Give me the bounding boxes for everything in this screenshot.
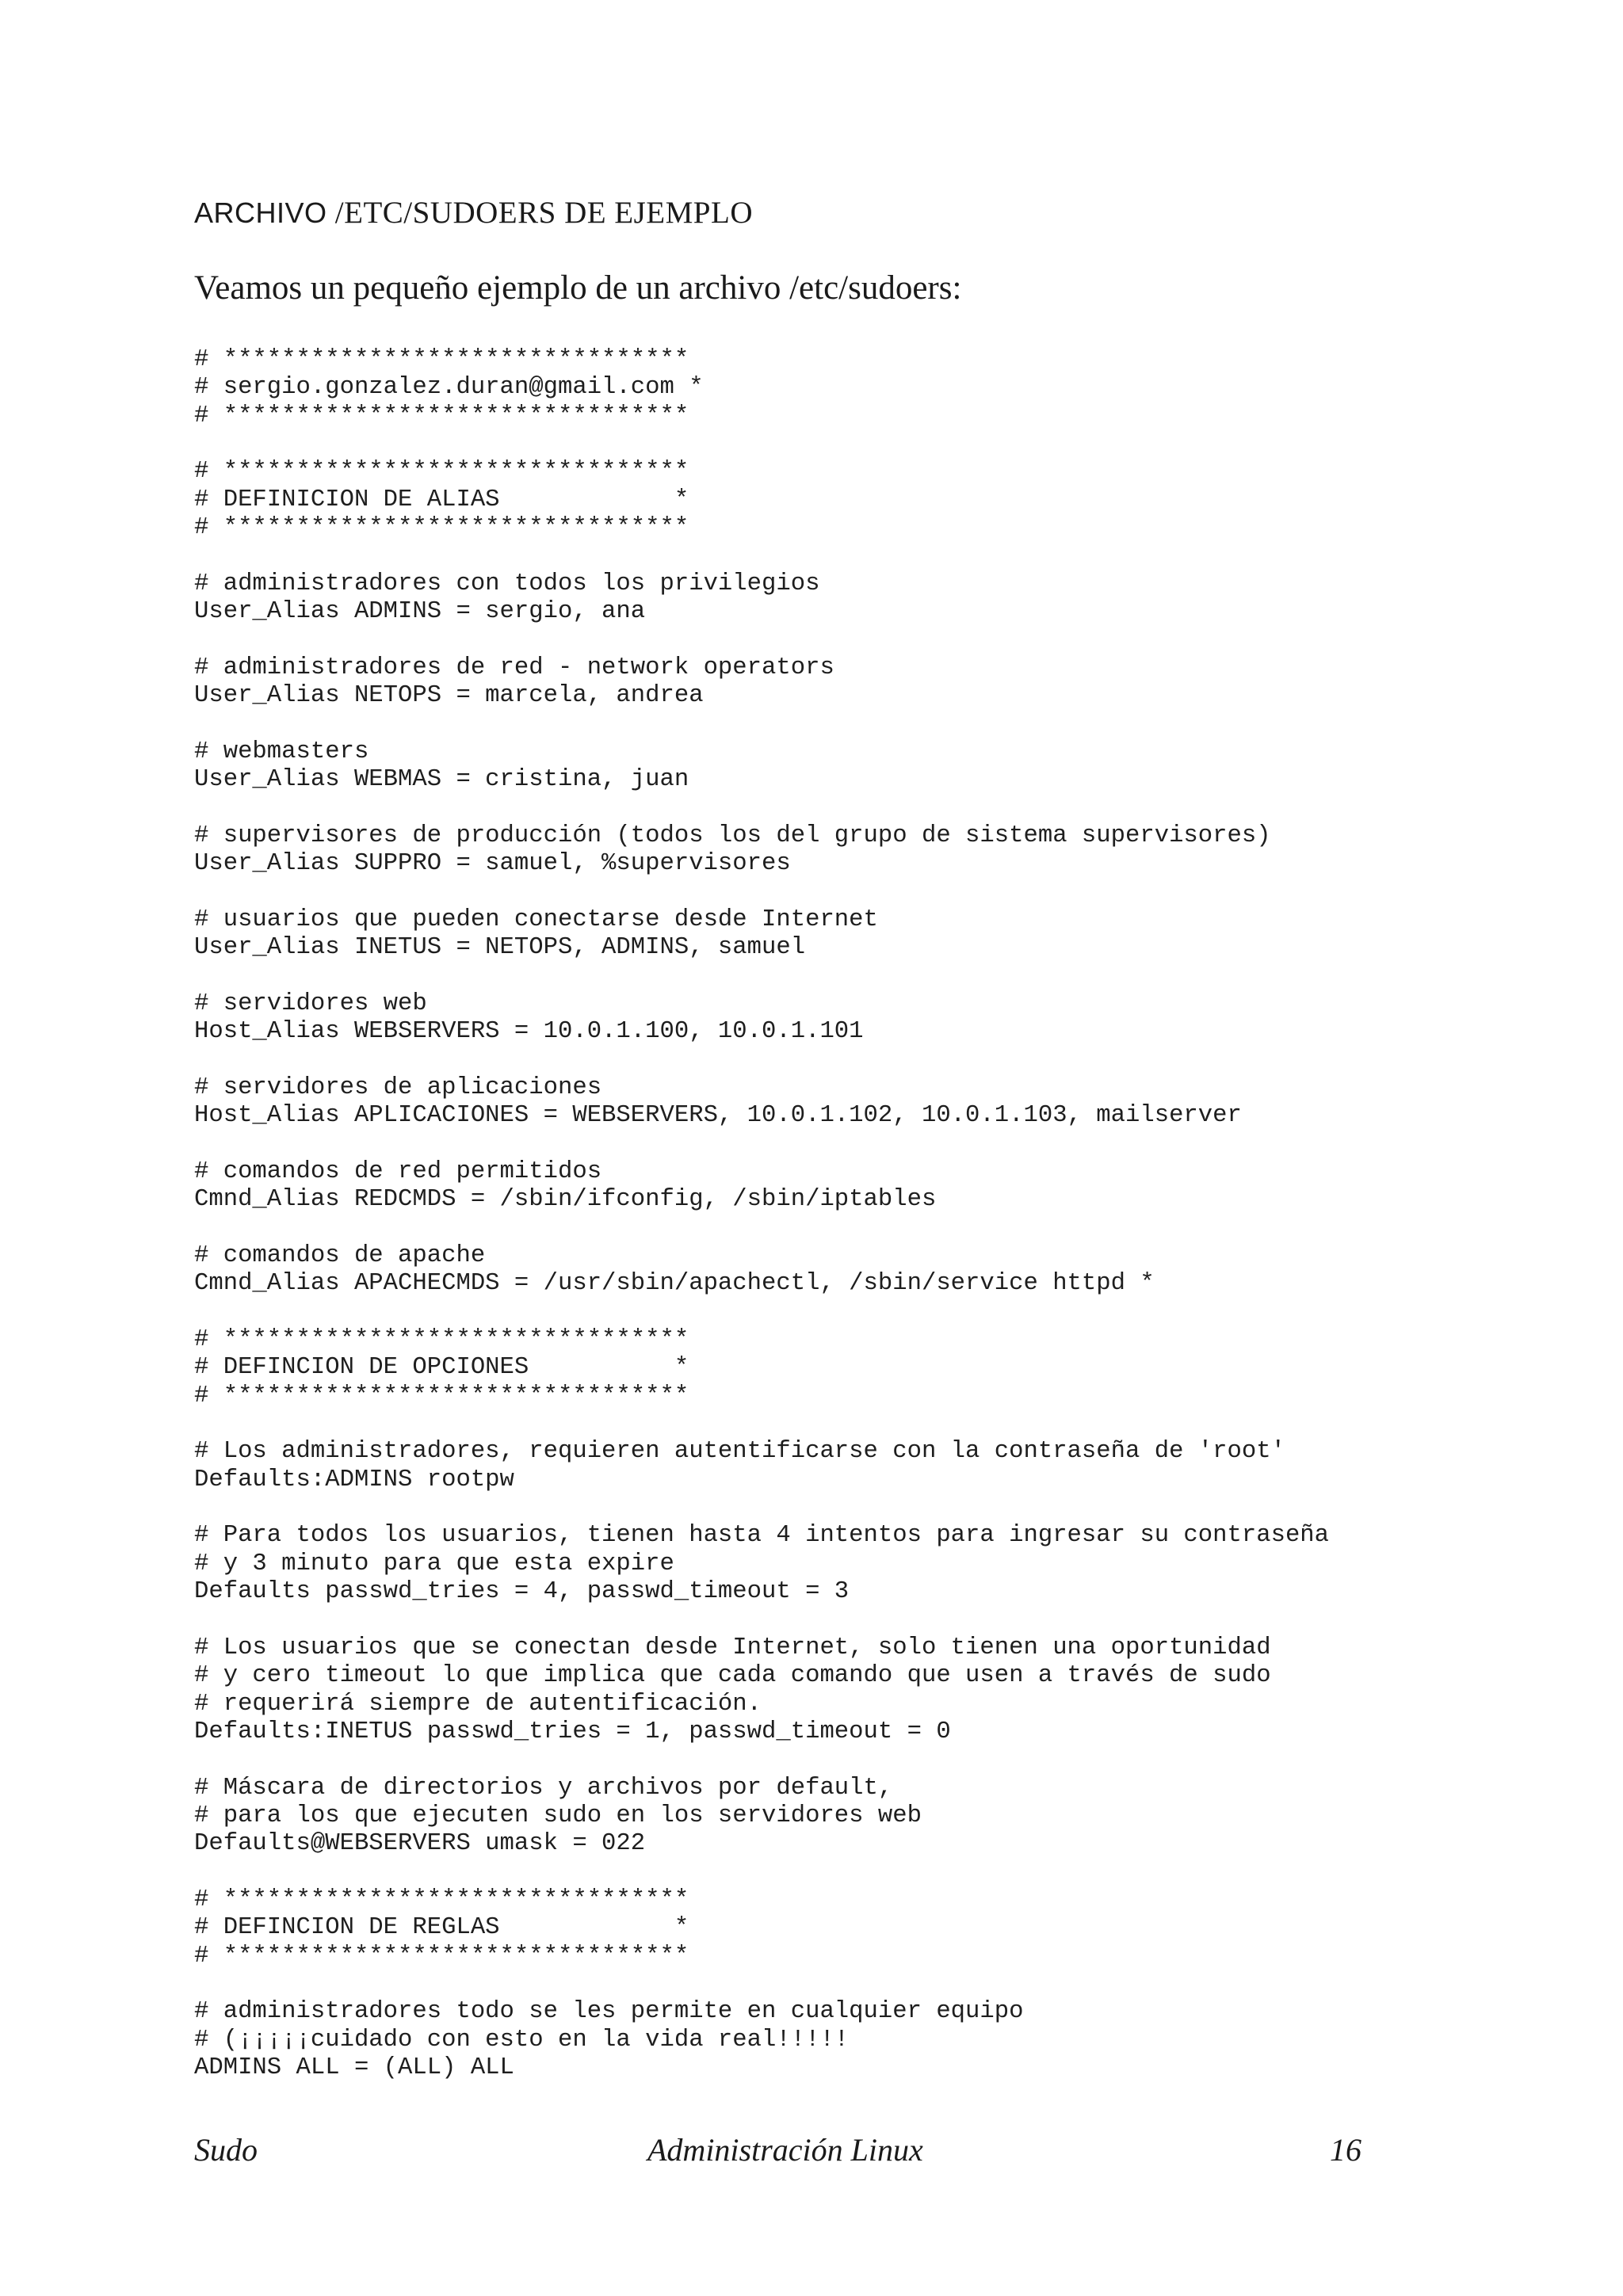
code-line: # comandos de apache xyxy=(194,1242,486,1269)
code-line xyxy=(194,1131,1329,1158)
code-line: # DEFINICION DE ALIAS * xyxy=(194,486,689,513)
code-line: ADMINS ALL = (ALL) ALL xyxy=(194,2054,514,2081)
code-line: # administradores de red - network operators xyxy=(194,654,834,681)
sudoers-code-block xyxy=(194,346,1329,2082)
code-line: User_Alias INETUS = NETOPS, ADMINS, samuel xyxy=(194,934,806,962)
page-number: 16 xyxy=(1330,2132,1361,2168)
code-line: Cmnd_Alias REDCMDS = /sbin/ifconfig, /sbin/iptables xyxy=(194,1186,937,1214)
code-line xyxy=(194,1746,1329,1774)
code-line: Defaults passwd_tries = 4, passwd_timeout = 3 xyxy=(194,1578,850,1606)
code-line: # Para todos los usuarios, tienen hasta 4 intentos para ingresar su contraseña xyxy=(194,1522,1330,1550)
code-line: # administradores todo se les permite en cualquier equipo xyxy=(194,1998,1024,2026)
code-line: # DEFINCION DE OPCIONES * xyxy=(194,1354,689,1382)
footer-left: Sudo xyxy=(194,2132,258,2168)
code-line: Defaults:INETUS passwd_tries = 1, passwd_timeout = 0 xyxy=(194,1718,951,1745)
code-line: # ******************************** xyxy=(194,1942,689,1970)
footer-center: Administración Linux xyxy=(647,2132,923,2168)
code-line xyxy=(194,626,1329,654)
code-line xyxy=(194,879,1329,906)
code-line: # webmasters xyxy=(194,738,369,765)
heading-prefix: ARCHIVO xyxy=(194,196,327,229)
code-line: # usuarios que pueden conectarse desde Internet xyxy=(194,906,878,933)
code-line: Host_Alias WEBSERVERS = 10.0.1.100, 10.0.1.101 xyxy=(194,1018,864,1046)
code-line xyxy=(194,1494,1329,1522)
code-line xyxy=(194,710,1329,738)
intro-paragraph: Veamos un pequeño ejemplo de un archivo /etc/sudoers: xyxy=(194,269,962,307)
code-line: # ******************************** xyxy=(194,458,689,486)
code-line: # para los que ejecuten sudo en los servidores web xyxy=(194,1802,922,1829)
code-line: # servidores de aplicaciones xyxy=(194,1074,602,1101)
code-line: User_Alias NETOPS = marcela, andrea xyxy=(194,682,704,710)
code-line: # ******************************** xyxy=(194,346,689,373)
code-line xyxy=(194,1299,1329,1326)
code-line: # sergio.gonzalez.duran@gmail.com * xyxy=(194,374,704,402)
code-line: User_Alias SUPPRO = samuel, %supervisores xyxy=(194,850,791,878)
code-line: # ******************************** xyxy=(194,402,689,429)
code-line: # comandos de red permitidos xyxy=(194,1158,602,1185)
code-line: User_Alias WEBMAS = cristina, juan xyxy=(194,766,689,794)
code-line: # y 3 minuto para que esta expire xyxy=(194,1550,674,1577)
code-line xyxy=(194,1606,1329,1634)
code-line: # servidores web xyxy=(194,990,427,1017)
code-line: # requerirá siempre de autentificación. xyxy=(194,1690,762,1718)
code-line: # Los administradores, requieren autentificarse con la contraseña de 'root' xyxy=(194,1438,1285,1466)
code-line: # DEFINCION DE REGLAS * xyxy=(194,1914,689,1942)
code-line xyxy=(194,1410,1329,1438)
code-line: Cmnd_Alias APACHECMDS = /usr/sbin/apachectl, /sbin/service httpd * xyxy=(194,1270,1155,1298)
code-line xyxy=(194,963,1329,990)
code-line xyxy=(194,1970,1329,1998)
code-line: Host_Alias APLICACIONES = WEBSERVERS, 10.0.1.102, 10.0.1.103, mailserver xyxy=(194,1102,1242,1130)
code-line: # ******************************** xyxy=(194,514,689,542)
code-line xyxy=(194,1215,1329,1242)
code-line xyxy=(194,542,1329,570)
code-line xyxy=(194,430,1329,458)
code-line: # ******************************** xyxy=(194,1886,689,1913)
code-line: # y cero timeout lo que implica que cada comando que usen a través de sudo xyxy=(194,1662,1271,1690)
code-line xyxy=(194,1859,1329,1886)
code-line: Defaults:ADMINS rootpw xyxy=(194,1466,514,1493)
code-line: # ******************************** xyxy=(194,1326,689,1354)
code-line: # ******************************** xyxy=(194,1382,689,1409)
code-line xyxy=(194,1047,1329,1074)
code-line: # administradores con todos los privilegios xyxy=(194,570,820,597)
code-line: User_Alias ADMINS = sergio, ana xyxy=(194,598,646,626)
code-line: # Los usuarios que se conectan desde Internet, solo tienen una oportunidad xyxy=(194,1634,1271,1661)
code-line xyxy=(194,795,1329,822)
code-line: # Máscara de directorios y archivos por default, xyxy=(194,1774,893,1802)
code-line: Defaults@WEBSERVERS umask = 022 xyxy=(194,1830,646,1858)
heading-rest: /ETC/SUDOERS DE EJEMPLO xyxy=(327,196,753,230)
code-line: # (¡¡¡¡¡cuidado con esto en la vida real!!!!! xyxy=(194,2026,850,2054)
section-heading xyxy=(194,195,753,231)
code-line: # supervisores de producción (todos los del grupo de sistema supervisores) xyxy=(194,822,1271,849)
